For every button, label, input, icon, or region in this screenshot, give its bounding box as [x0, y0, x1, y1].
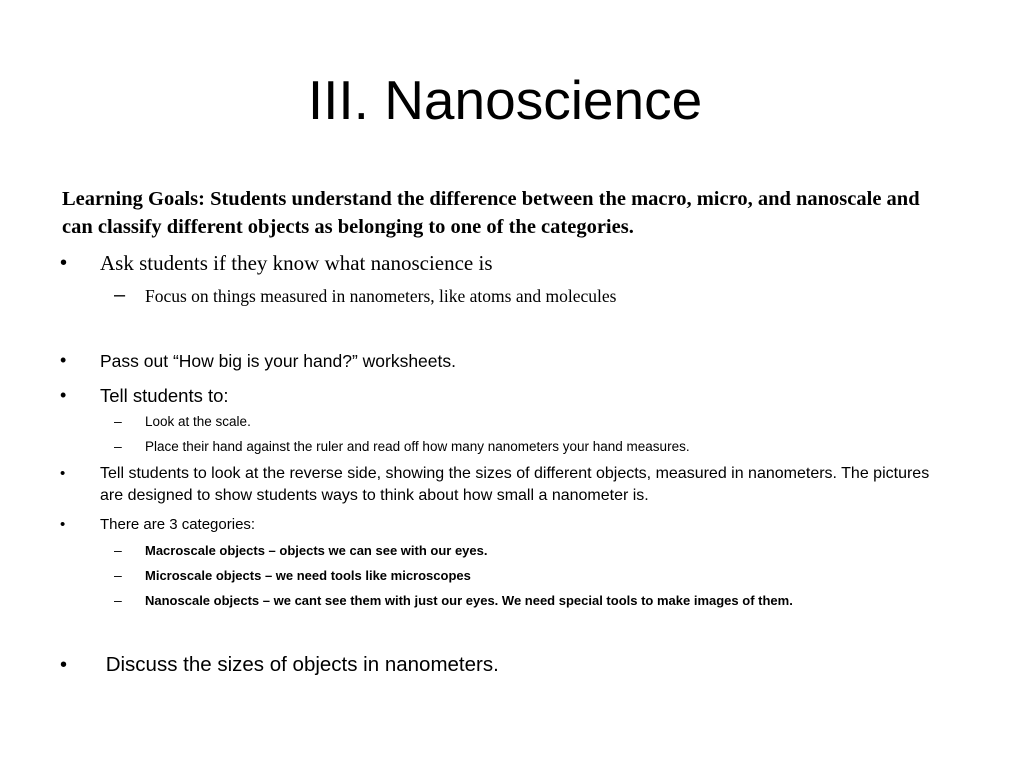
bullet-icon: • — [60, 350, 67, 370]
bullet-icon: • — [60, 252, 68, 274]
dash-icon: – — [114, 413, 122, 429]
bullet-categories: There are 3 categories: — [100, 516, 256, 533]
bullet-tell-students: Tell students to: — [100, 385, 229, 406]
sub-bullet-macroscale: Macroscale objects – objects we can see with our eyes. — [145, 543, 488, 558]
bullet-icon: • — [60, 385, 67, 405]
dash-icon: – — [114, 284, 126, 306]
sub-bullet-microscale: Microscale objects – we need tools like microscopes — [145, 568, 471, 583]
bullet-icon: • — [60, 465, 66, 482]
dash-icon: – — [114, 567, 122, 583]
bullet-icon: • — [60, 654, 68, 676]
learning-goals: Learning Goals: Students understand the difference between the macro, micro, and nanoscale and can classify different objects as belonging to one of the categories. — [62, 188, 920, 238]
bullet-pass-out: Pass out “How big is your hand?” worksheets. — [100, 351, 456, 371]
sub-bullet-nanoscale: Nanoscale objects – we cant see them with just our eyes. We need special tools to make images of them. — [145, 593, 793, 608]
dash-icon: – — [114, 592, 122, 608]
bullet-ask-students: Ask students if they know what nanoscience is — [100, 251, 493, 275]
dash-icon: – — [114, 542, 122, 558]
slide-title: III. Nanoscience — [307, 69, 703, 131]
bullet-discuss-sizes: Discuss the sizes of objects in nanometers. — [100, 653, 499, 676]
bullet-icon: • — [60, 516, 66, 533]
bullet-reverse-side: Tell students to look at the reverse side, showing the sizes of different objects, measured in nanometers. The pictures are designed to show students ways to think about how small a nanometer is. — [100, 465, 930, 504]
sub-bullet-look-scale: Look at the scale. — [145, 414, 251, 429]
sub-bullet-focus: Focus on things measured in nanometers, like atoms and molecules — [145, 286, 617, 306]
sub-bullet-place-hand: Place their hand against the ruler and read off how many nanometers your hand measures. — [145, 439, 690, 454]
dash-icon: – — [114, 438, 122, 454]
